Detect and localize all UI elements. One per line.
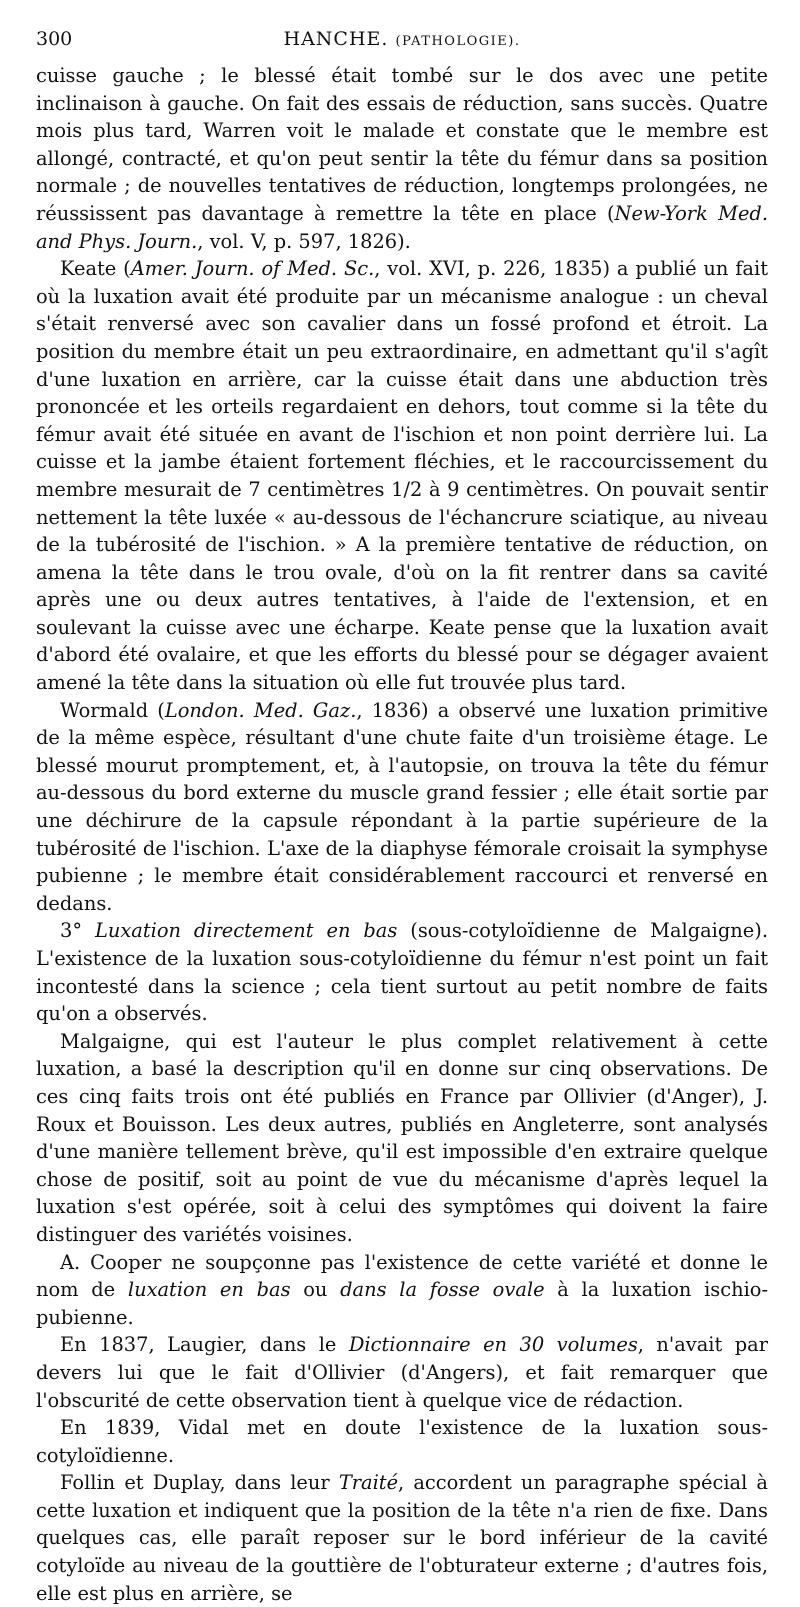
text-run: , n'avait par devers lui que le fait d'Ollivier (d'Angers), et fait remarquer que l'obscurité de cette observation tient à quelque vice de rédaction. <box>36 1333 768 1412</box>
paragraph <box>36 917 768 1027</box>
paragraph <box>36 1469 768 1607</box>
text-run: (sous-cotyloïdienne de Malgaigne). L'existence de la luxation sous-cotyloïdienne du fémur n'est point un fait incontesté dans la science ; cela tient surtout au petit nombre de faits qu'on a observés. <box>36 919 768 1026</box>
running-title-main: HANCHE. <box>283 28 389 50</box>
text-run: , accordent un paragraphe spécial à cette luxation et indiquent que la position de la tête n'a rien de fixe. Dans quelques cas, elle paraît reposer sur le bord inférieur de la cavité cotyloïde au niveau de la gouttière de l'obturateur externe ; d'autres fois, elle est plus en arrière, se <box>36 1471 768 1605</box>
text-run: A. Cooper ne soupçonne pas l'existence de cette variété et donne le nom de <box>36 1250 768 1302</box>
running-title-sub: (PATHOLOGIE). <box>395 34 521 49</box>
italic-text: London. Med. Gaz. <box>164 698 357 722</box>
text-run: cuisse gauche ; le blessé était tombé sur le dos avec une petite inclinaison à gauche. On fait des essais de réduction, sans succès. Quatre mois plus tard, Warren voit le malade et constate que le membre est allongé, contracté, et qu'on peut sentir la tête du fémur dans sa position normale ; de nouvelles tentatives de réduction, longtemps prolongées, ne réussissent pas davantage à remettre la tête en place ( <box>36 64 768 225</box>
text-run: , 1836) a observé une luxation primitive de la même espèce, résultant d'une chute faite d'un troisième étage. Le blessé mourut promptement, et, à l'autopsie, on trouva la tête du fémur au-dessous du bord externe du muscle grand fessier ; elle était sortie par une déchirure de la capsule répondant à la partie supérieure de la tubérosité de l'ischion. L'axe de la diaphyse fémorale croisait la symphyse pubienne ; le membre était considérablement raccourci et renversé en dedans. <box>36 698 768 915</box>
italic-text: Dictionnaire en 30 volumes <box>348 1333 638 1357</box>
page-number: 300 <box>36 28 73 50</box>
italic-text: New-York Med. and Phys. Journ. <box>36 201 768 253</box>
paragraph <box>36 1028 768 1249</box>
paragraph <box>36 697 768 918</box>
paragraph <box>36 1249 768 1332</box>
text-run: Follin et Duplay, dans leur <box>60 1471 339 1495</box>
page <box>36 28 768 1607</box>
text-run: , vol. XVI, p. 226, 1835) a publié un fait où la luxation avait été produite par un mécanisme analogue : un cheval s'était renversé avec son cavalier dans un fossé profond et étroit. La position du membre était un peu extraordinaire, en admettant qu'il s'agît d'une luxation en arrière, car la cuisse était dans une abduction très prononcée et les orteils regardaient en dehors, tout comme si la tête du fémur avait été située en avant de l'ischion et non point derrière lui. La cuisse et la jambe étaient fortement fléchies, et le raccourcissement du membre mesurait de 7 centimètres 1/2 à 9 centimètres. On pouvait sentir nettement la tête luxée « au-dessous de l'échancrure sciatique, au niveau de la tubérosité de l'ischion. » A la première tentative de réduction, on amena la tête dans le trou ovale, d'où on la fit rentrer dans sa cavité après une ou deux autres tentatives, à l'aide de l'extension, et en soulevant la cuisse avec une écharpe. Keate pense que la luxation avait d'abord été ovalaire, et que les efforts du blessé pour se dégager avaient amené la tête dans la situation où elle fut trouvée plus tard. <box>36 257 768 695</box>
text-run: Keate ( <box>60 257 131 281</box>
italic-text: Luxation directement en bas <box>94 919 398 943</box>
text-run: à la luxation ischio-pubienne. <box>36 1278 769 1329</box>
text-run: Wormald ( <box>60 698 165 722</box>
paragraph <box>36 62 768 255</box>
italic-text: Traité <box>338 1471 399 1495</box>
text-run: ou <box>290 1278 341 1302</box>
paragraph <box>36 1414 768 1469</box>
italic-text: luxation en bas <box>127 1278 291 1302</box>
text-run: Malgaigne, qui est l'auteur le plus complet relativement à cette luxation, a basé la description qu'il en donne sur cinq observations. De ces cinq faits trois ont été publiés en France par Ollivier (d'Anger), J. Roux et Bouisson. Les deux autres, publiés en Angleterre, sont analysés d'une manière tellement brève, qu'il est impossible d'en extraire quelque chose de positif, soit au point de vue du mécanisme d'après lequel la luxation s'est opérée, soit à celui des symptômes qui doivent la faire distinguer des variétés voisines. <box>36 1029 768 1246</box>
paragraph <box>36 1331 768 1414</box>
italic-text: Amer. Journ. of Med. Sc. <box>130 257 375 281</box>
paragraph <box>36 255 768 697</box>
text-run: En 1839, Vidal met en doute l'existence de la luxation sous-cotyloïdienne. <box>36 1416 768 1467</box>
text-run: En 1837, Laugier, dans le <box>60 1333 349 1357</box>
running-title <box>36 28 768 50</box>
body-text <box>36 62 768 1607</box>
text-run: 3° <box>60 919 95 943</box>
text-run: , vol. V, p. 597, 1826). <box>197 229 411 253</box>
italic-text: dans la fosse ovale <box>340 1278 545 1302</box>
page-header <box>36 28 768 62</box>
